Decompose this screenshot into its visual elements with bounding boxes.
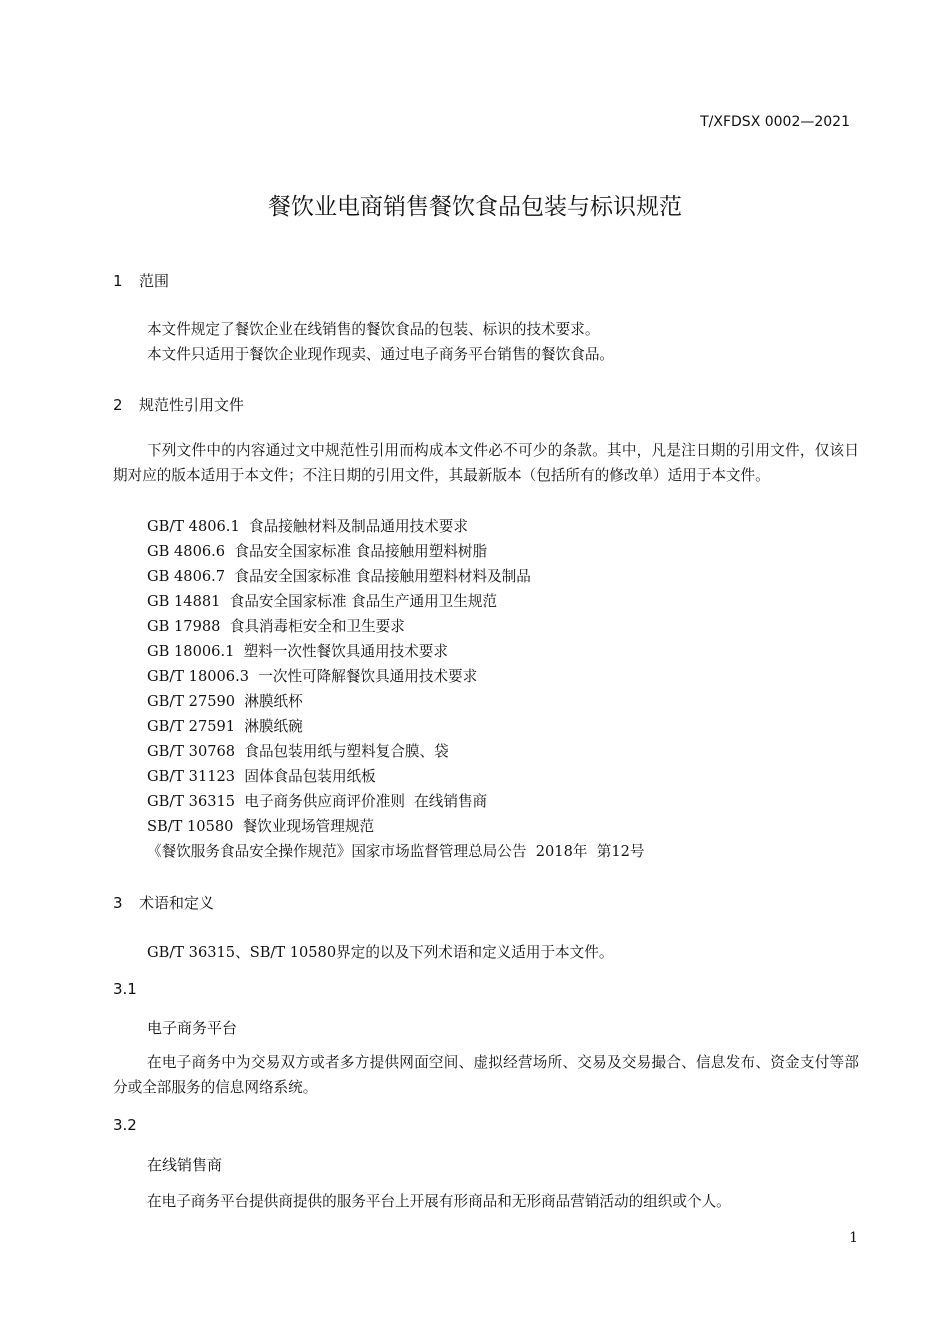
reference-item: GB 14881 食品安全国家标准 食品生产通用卫生规范 bbox=[147, 593, 498, 610]
term-3-1-definition: 在电子商务中为交易双方或者多方提供网面空间、虚拟经营场所、交易及交易撮合、信息发布、资金支付等部分或全部服务的信息网络系统。 bbox=[113, 1054, 859, 1096]
term-3-2-name: 在线销售商 bbox=[147, 1156, 223, 1174]
reference-item: 《餐饮服务食品安全操作规范》国家市场监督管理总局公告 2018年 第12号 bbox=[147, 843, 645, 860]
document-title: 餐饮业电商销售餐饮食品包装与标识规范 bbox=[268, 194, 682, 220]
section-title: 范围 bbox=[139, 272, 170, 290]
section-1-paragraph-2: 本文件只适用于餐饮企业现作现卖、通过电子商务平台销售的餐饮食品。 bbox=[147, 346, 615, 363]
section-3-intro: GB/T 36315、SB/T 10580界定的以及下列术语和定义适用于本文件。 bbox=[147, 944, 614, 961]
section-2-intro: 下列文件中的内容通过文中规范性引用而构成本文件必不可少的条款。其中，凡是注日期的引用文件，仅该日期对应的版本适用于本文件；不注日期的引用文件，其最新版本（包括所有的修改单）适用于本文件。 bbox=[113, 442, 859, 484]
reference-item: GB 17988 食具消毒柜安全和卫生要求 bbox=[147, 618, 405, 635]
reference-item: GB/T 31123 固体食品包装用纸板 bbox=[147, 768, 376, 785]
reference-item: GB 18006.1 塑料一次性餐饮具通用技术要求 bbox=[147, 643, 448, 660]
page-number: 1 bbox=[849, 1230, 858, 1246]
section-2-heading bbox=[113, 394, 244, 415]
reference-item: GB/T 4806.1 食品接触材料及制品通用技术要求 bbox=[147, 518, 468, 535]
section-number: 3 bbox=[113, 894, 123, 912]
section-number: 1 bbox=[113, 272, 123, 290]
reference-item: SB/T 10580 餐饮业现场管理规范 bbox=[147, 818, 375, 835]
reference-item: GB/T 18006.3 一次性可降解餐饮具通用技术要求 bbox=[147, 668, 478, 685]
reference-list bbox=[147, 514, 645, 864]
term-3-1-name: 电子商务平台 bbox=[147, 1019, 238, 1037]
reference-item: GB/T 36315 电子商务供应商评价准则 在线销售商 bbox=[147, 793, 488, 810]
term-3-2-number: 3.2 bbox=[113, 1116, 137, 1134]
section-title: 术语和定义 bbox=[139, 894, 215, 912]
standard-code: T/XFDSX 0002—2021 bbox=[700, 114, 850, 130]
reference-item: GB 4806.6 食品安全国家标准 食品接触用塑料树脂 bbox=[147, 543, 488, 560]
section-number: 2 bbox=[113, 396, 123, 414]
reference-item: GB/T 27590 淋膜纸杯 bbox=[147, 693, 303, 710]
term-3-2-definition: 在电子商务平台提供商提供的服务平台上开展有形商品和无形商品营销活动的组织或个人。 bbox=[147, 1193, 731, 1210]
section-3-heading bbox=[113, 892, 214, 913]
reference-item: GB/T 27591 淋膜纸碗 bbox=[147, 718, 303, 735]
term-3-1-number: 3.1 bbox=[113, 980, 137, 998]
reference-item: GB/T 30768 食品包装用纸与塑料复合膜、袋 bbox=[147, 743, 449, 760]
section-title: 规范性引用文件 bbox=[139, 396, 245, 414]
reference-item: GB 4806.7 食品安全国家标准 食品接触用塑料材料及制品 bbox=[147, 568, 531, 585]
section-1-paragraph-1: 本文件规定了餐饮企业在线销售的餐饮食品的包装、标识的技术要求。 bbox=[147, 321, 600, 338]
section-1-heading bbox=[113, 270, 169, 291]
